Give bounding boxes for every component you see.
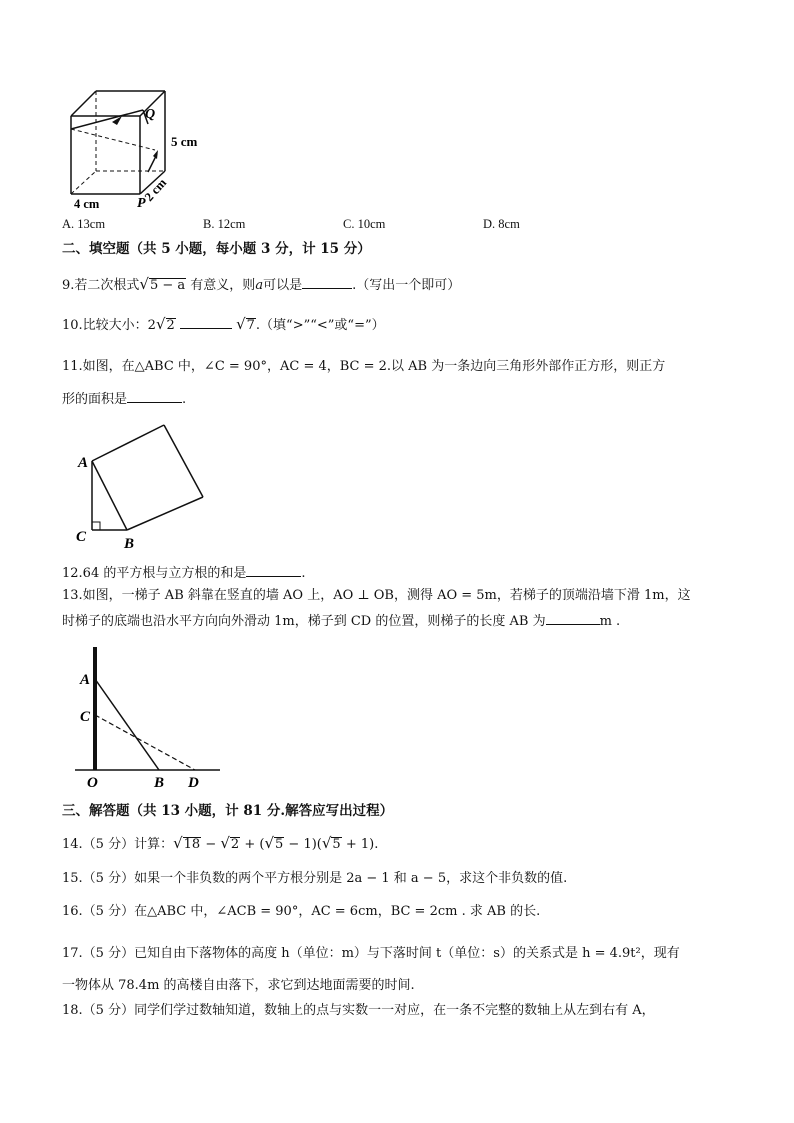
question-14: 14.（5 分）计算：√18 − √2 + (√5 − 1)(√5 + 1).: [62, 834, 379, 852]
box-figure: [60, 84, 230, 212]
question-12: 12.64 的平方根与立方根的和是 .: [62, 563, 306, 583]
answer-blank-10[interactable]: [180, 315, 232, 329]
question-11-line1: 11.如图，在△ABC 中，∠C = 90°，AC = 4，BC = 2.以 AB 为一条边向三角形外部作正方形，则正方: [62, 359, 666, 374]
box-label-q: Q: [145, 107, 156, 122]
ladder-figure: [70, 645, 225, 793]
q9-radicand: 5 − a: [149, 278, 186, 293]
box-label-4cm: 4 cm: [74, 197, 100, 211]
answer-blank-12[interactable]: [246, 563, 301, 577]
ladder-label-o: O: [87, 775, 98, 791]
answer-blank-9[interactable]: [302, 275, 352, 289]
question-17-line2: 一物体从 78.4m 的高楼自由落下，求它到达地面需要的时间.: [62, 978, 415, 993]
ladder-label-a: A: [80, 672, 91, 688]
question-13-line1: 13.如图，一梯子 AB 斜靠在竖直的墙 AO 上，AO ⊥ OB，测得 AO = 5m，若梯子的顶端沿墙下滑 1m，这: [62, 588, 691, 603]
box-label-2cm: 2 cm: [141, 175, 170, 205]
question-15: 15.（5 分）如果一个非负数的两个平方根分别是 2a − 1 和 a − 5，求这个非负数的值.: [62, 871, 568, 886]
section-3-heading: 三、解答题（共 13 小题，计 81 分.解答应写出过程）: [62, 803, 394, 819]
square-figure: [70, 420, 215, 555]
question-17-line1: 17.（5 分）已知自由下落物体的高度 h（单位：m）与下落时间 t（单位：s）的关系式是 h = 4.9t²，现有: [62, 946, 680, 961]
ladder-label-d: D: [188, 775, 199, 791]
question-9: 9.若二次根式√5 − a 有意义，则a可以是 .（写出一个即可）: [62, 275, 461, 293]
answer-blank-13[interactable]: [546, 611, 600, 625]
choice-b: B. 12cm: [203, 217, 246, 231]
question-18: 18.（5 分）同学们学过数轴知道，数轴上的点与实数一一对应，在一条不完整的数轴上从左到右有 A，: [62, 1003, 655, 1018]
square-label-c: C: [76, 529, 87, 545]
question-11-line2: 形的面积是 .: [62, 389, 186, 409]
question-13-line2: 时梯子的底端也沿水平方向向外滑动 1m，梯子到 CD 的位置，则梯子的长度 AB 为 m .: [62, 611, 620, 631]
question-10: 10.比较大小：2√2 √7.（填“>”“<”或“=”）: [62, 315, 385, 333]
choice-c: C. 10cm: [343, 217, 386, 231]
choice-a: A. 13cm: [62, 217, 106, 231]
section-2-heading: 二、填空题（共 5 小题，每小题 3 分，计 15 分）: [62, 241, 371, 257]
square-label-b: B: [124, 536, 135, 552]
box-label-p: P: [137, 196, 146, 211]
question-16: 16.（5 分）在△ABC 中，∠ACB = 90°，AC = 6cm，BC = 2cm . 求 AB 的长.: [62, 904, 541, 919]
choice-d: D. 8cm: [483, 217, 520, 231]
box-label-5cm: 5 cm: [171, 134, 198, 149]
ladder-label-c: C: [80, 709, 91, 725]
ladder-label-b: B: [154, 775, 165, 791]
answer-blank-11[interactable]: [127, 389, 182, 403]
square-label-a: A: [78, 455, 89, 471]
